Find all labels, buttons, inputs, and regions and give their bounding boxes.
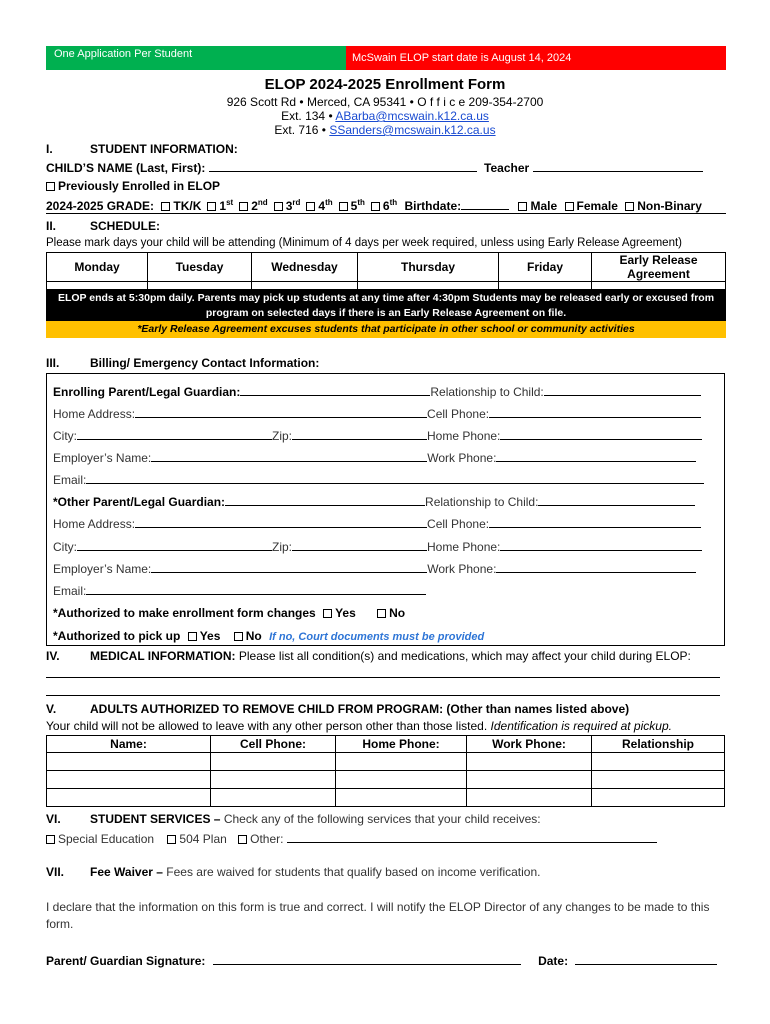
grade-label-5: 5 <box>350 199 358 213</box>
p2-city-field[interactable] <box>77 539 272 551</box>
auth-changes-yes-label: Yes <box>335 606 356 620</box>
p1-employer-label: Employer’s Name: <box>53 451 152 465</box>
grade-label-2: 2 <box>251 199 258 213</box>
p1-city-field[interactable] <box>77 428 272 440</box>
banner-left-text: One Application Per Student <box>54 48 193 60</box>
row3-relationship[interactable] <box>592 789 725 807</box>
section-5-instructions <box>46 719 672 733</box>
p2-address-label: Home Address: <box>53 517 136 531</box>
medical-line-2[interactable] <box>46 695 720 696</box>
p2-email-label: Email: <box>53 584 87 598</box>
fee-waiver-text: Fees are waived for students that qualify based on income verification. <box>166 865 541 879</box>
birthdate-label: Birthdate: <box>404 199 462 213</box>
contact-line-2 <box>0 123 770 137</box>
teacher-label: Teacher <box>484 161 530 175</box>
special-ed-label: Special Education <box>58 832 155 846</box>
p1-city-row <box>53 428 702 443</box>
auth-pickup-label: *Authorized to pick up <box>53 629 181 643</box>
p2-city-row <box>53 539 702 554</box>
p2-work-label: Work Phone: <box>427 562 497 576</box>
grade-checkbox-3[interactable] <box>274 202 283 211</box>
p1-guardian-field[interactable] <box>240 384 430 396</box>
auth-changes-row <box>53 606 405 620</box>
child-name-row <box>46 160 703 175</box>
email-link-abarba[interactable]: ABarba@mcswain.k12.ca.us <box>335 109 489 123</box>
p2-relationship-field[interactable] <box>538 494 695 506</box>
child-name-field[interactable] <box>209 160 477 172</box>
p1-home-phone-label: Home Phone: <box>427 429 501 443</box>
gender-nonbinary-checkbox[interactable] <box>625 202 634 211</box>
table-row <box>47 789 725 807</box>
p1-email-field[interactable] <box>86 472 704 484</box>
teacher-field[interactable] <box>533 160 703 172</box>
grade-suffix-5: th <box>357 198 365 207</box>
auth-pickup-no-label: No <box>245 629 262 643</box>
p1-zip-label: Zip: <box>272 429 293 443</box>
row2-relationship[interactable] <box>592 771 725 789</box>
gender-female-label: Female <box>576 199 618 213</box>
p1-relationship-field[interactable] <box>544 384 701 396</box>
authorized-adults-table <box>46 735 725 807</box>
grade-checkbox-1[interactable] <box>207 202 216 211</box>
signature-row <box>46 953 717 968</box>
prev-enrolled-label: Previously Enrolled in ELOP <box>58 179 221 193</box>
other-service-label: Other: <box>250 832 284 846</box>
section-1-title: STUDENT INFORMATION: <box>90 142 238 156</box>
p2-address-row <box>53 516 701 531</box>
p1-address-row <box>53 406 701 421</box>
row2-name[interactable] <box>47 771 211 789</box>
row2-cell[interactable] <box>211 771 336 789</box>
p2-email-row <box>53 583 426 598</box>
p2-home-phone-field[interactable] <box>500 539 702 551</box>
grade-suffix-4: th <box>325 198 333 207</box>
section-7-num: VII. <box>46 865 65 879</box>
auth-changes-no-label: No <box>389 606 406 620</box>
court-documents-note: If no, Court documents must be provided <box>269 631 485 643</box>
banner-right-text: McSwain ELOP start date is August 14, 2024 <box>352 52 572 64</box>
grade-checkbox-4[interactable] <box>306 202 315 211</box>
prev-enrolled-checkbox[interactable] <box>46 182 55 191</box>
p2-home-phone-label: Home Phone: <box>427 540 501 554</box>
services-options-row <box>46 831 657 846</box>
ext-716: Ext. 716 • <box>274 123 330 137</box>
section-6-num: VI. <box>46 812 61 826</box>
section-4-row <box>90 649 691 663</box>
p2-guardian-label: *Other Parent/Legal Guardian: <box>53 495 226 509</box>
birthdate-field[interactable] <box>461 198 509 210</box>
section-6-title: STUDENT SERVICES – <box>90 812 221 826</box>
section-4-title: MEDICAL INFORMATION: <box>90 649 236 663</box>
auth-changes-label: *Authorized to make enrollment form changes <box>53 606 316 620</box>
row1-relationship[interactable] <box>592 753 725 771</box>
p2-guardian-field[interactable] <box>225 494 425 506</box>
early-release-note: *Early Release Agreement excuses students that participate in other school or community activities <box>46 321 726 338</box>
school-address: 926 Scott Rd • Merced, CA 95341 • O f f i c e 209-354-2700 <box>226 95 544 109</box>
p2-relationship-label: Relationship to Child: <box>425 495 539 509</box>
id-required-note: Identification is required at pickup. <box>490 719 672 733</box>
p1-city-label: City: <box>53 429 77 443</box>
medical-instructions: Please list all condition(s) and medications, which may affect your child during ELOP: <box>238 649 691 663</box>
p2-cell-field[interactable] <box>489 516 701 528</box>
grade-suffix-2: nd <box>257 198 268 207</box>
form-title: ELOP 2024-2025 Enrollment Form <box>264 76 506 93</box>
date-label: Date: <box>538 954 569 968</box>
section-4-num: IV. <box>46 649 60 663</box>
child-name-label: CHILD’S NAME (Last, First): <box>46 161 206 175</box>
day-friday: Friday <box>499 253 592 282</box>
auth-pickup-row <box>53 629 484 643</box>
row2-home[interactable] <box>336 771 467 789</box>
p1-email-label: Email: <box>53 473 87 487</box>
col-home-phone: Home Phone: <box>336 736 467 753</box>
row1-cell[interactable] <box>211 753 336 771</box>
day-thursday: Thursday <box>358 253 499 282</box>
row2-work[interactable] <box>467 771 592 789</box>
p1-cell-field[interactable] <box>489 406 701 418</box>
p2-email-field[interactable] <box>86 583 426 595</box>
declaration-text: I declare that the information on this form is true and correct. I will notify the ELOP Director of any changes to be made to this form. <box>46 900 710 931</box>
col-cell-phone: Cell Phone: <box>211 736 336 753</box>
p1-work-label: Work Phone: <box>427 451 497 465</box>
prev-enrolled-row <box>46 179 220 193</box>
section-5-num: V. <box>46 702 57 716</box>
p2-employer-row <box>53 561 696 576</box>
section-1-num: I. <box>46 142 53 156</box>
section-5-title: ADULTS AUTHORIZED TO REMOVE CHILD FROM PROGRAM: (Other than names listed above) <box>90 702 630 716</box>
p1-employer-row <box>53 450 696 465</box>
day-tuesday: Tuesday <box>148 253 252 282</box>
p1-guardian-row <box>53 384 701 399</box>
signature-label: Parent/ Guardian Signature: <box>46 954 206 968</box>
p1-email-row <box>53 472 704 487</box>
auth-changes-no-checkbox[interactable] <box>377 609 386 618</box>
row3-home[interactable] <box>336 789 467 807</box>
grade-row <box>46 198 702 213</box>
gender-female-checkbox[interactable] <box>565 202 574 211</box>
signature-field[interactable] <box>213 953 521 965</box>
grade-suffix-3: rd <box>292 198 301 207</box>
table-row <box>47 771 725 789</box>
p1-zip-field[interactable] <box>292 428 427 440</box>
p2-employer-label: Employer’s Name: <box>53 562 152 576</box>
section-3-num: III. <box>46 356 60 370</box>
row3-cell[interactable] <box>211 789 336 807</box>
grade-suffix-6: th <box>389 198 398 207</box>
col-relationship: Relationship <box>592 736 725 753</box>
day-early-release: Early Release Agreement <box>592 253 726 282</box>
p1-guardian-label: Enrolling Parent/Legal Guardian: <box>53 385 241 399</box>
day-wednesday: Wednesday <box>252 253 358 282</box>
elop-notice: ELOP ends at 5:30pm daily. Parents may pick up students at any time after 4:30pm Students may be released early or excused from program on selected days if there is an Early Release Agreement on file. <box>46 289 726 321</box>
row1-work[interactable] <box>467 753 592 771</box>
section-7-title: Fee Waiver – <box>90 865 163 879</box>
schedule-instructions: Please mark days your child will be attending (Minimum of 4 days per week required, unless using Early Release Agreement) <box>46 237 682 249</box>
grade-checkbox-6[interactable] <box>371 202 380 211</box>
special-ed-checkbox[interactable] <box>46 835 55 844</box>
grade-label: 2024-2025 GRADE: <box>46 199 155 213</box>
p2-address-field[interactable] <box>135 516 427 528</box>
section-7-row <box>90 865 540 879</box>
p2-city-label: City: <box>53 540 77 554</box>
auth-pickup-yes-checkbox[interactable] <box>188 632 197 641</box>
p1-work-field[interactable] <box>496 450 696 462</box>
section-3-title: Billing/ Emergency Contact Information: <box>90 356 320 370</box>
grade-label-1: 1 <box>219 199 227 213</box>
section-2-title: SCHEDULE: <box>90 219 161 233</box>
p2-work-field[interactable] <box>496 561 696 573</box>
p2-cell-label: Cell Phone: <box>427 517 490 531</box>
p2-zip-field[interactable] <box>292 539 427 551</box>
email-link-ssanders[interactable]: SSanders@mcswain.k12.ca.us <box>329 123 496 137</box>
auth-changes-yes-checkbox[interactable] <box>323 609 332 618</box>
auth-pickup-yes-label: Yes <box>199 629 221 643</box>
auth-pickup-no-checkbox[interactable] <box>234 632 243 641</box>
p2-employer-field[interactable] <box>151 561 427 573</box>
grade-checkbox-5[interactable] <box>339 202 348 211</box>
col-name: Name: <box>47 736 211 753</box>
504-plan-checkbox[interactable] <box>167 835 176 844</box>
p1-address-field[interactable] <box>135 406 427 418</box>
504-plan-label: 504 Plan <box>179 832 227 846</box>
row1-name[interactable] <box>47 753 211 771</box>
grade-label-3: 3 <box>285 199 293 213</box>
gender-nonbinary-label: Non-Binary <box>637 199 702 213</box>
p1-employer-field[interactable] <box>151 450 427 462</box>
row3-work[interactable] <box>467 789 592 807</box>
grade-checkbox-0[interactable] <box>161 202 170 211</box>
p1-relationship-label: Relationship to Child: <box>430 385 544 399</box>
grade-checkbox-2[interactable] <box>239 202 248 211</box>
contact-line-1 <box>0 109 770 123</box>
ext-134: Ext. 134 • <box>281 109 336 123</box>
row1-home[interactable] <box>336 753 467 771</box>
gender-male-label: Male <box>530 199 558 213</box>
grade-suffix-1: st <box>226 198 234 207</box>
grade-label-6: 6 <box>382 199 390 213</box>
row3-name[interactable] <box>47 789 211 807</box>
day-monday: Monday <box>47 253 148 282</box>
p1-home-phone-field[interactable] <box>500 428 702 440</box>
gender-male-checkbox[interactable] <box>518 202 527 211</box>
divider-line <box>46 213 726 214</box>
other-service-field[interactable] <box>287 831 657 843</box>
p2-zip-label: Zip: <box>272 540 293 554</box>
col-work-phone: Work Phone: <box>467 736 592 753</box>
section-2-num: II. <box>46 219 57 233</box>
other-service-checkbox[interactable] <box>238 835 247 844</box>
medical-line-1[interactable] <box>46 677 720 678</box>
section-6-row <box>90 812 541 826</box>
table-row <box>47 753 725 771</box>
p1-address-label: Home Address: <box>53 407 136 421</box>
grade-label-0: TK/K <box>173 199 202 213</box>
grade-label-4: 4 <box>318 199 326 213</box>
pickup-warning: Your child will not be allowed to leave with any other person other than those listed. <box>46 719 488 733</box>
services-instructions: Check any of the following services that your child receives: <box>223 812 541 826</box>
p2-guardian-row <box>53 494 695 509</box>
p1-cell-label: Cell Phone: <box>427 407 490 421</box>
date-field[interactable] <box>575 953 717 965</box>
